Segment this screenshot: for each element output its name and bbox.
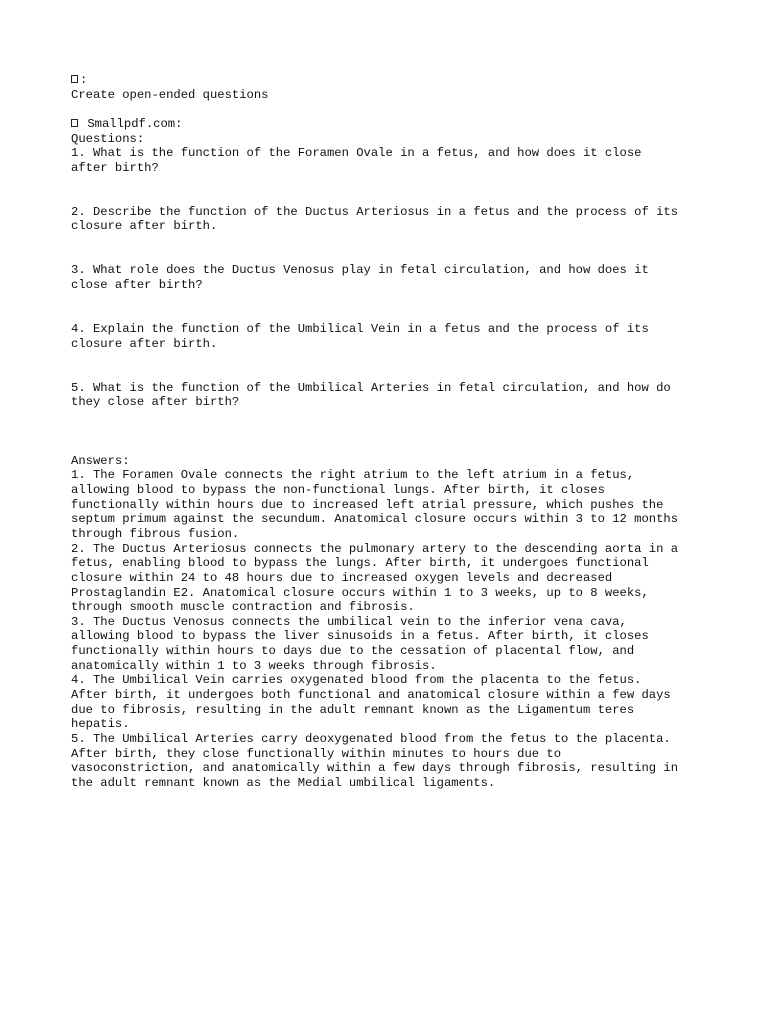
questions-heading: Questions: [71,131,145,146]
question-line: 2. Describe the function of the Ductus Arteriosus in a fetus and the process of its [71,204,679,219]
answer-line: functionally within hours due to increased left atrial pressure, which pushes the [71,497,664,512]
question-item [71,381,711,410]
answer-item [71,673,711,732]
question-line: after birth? [71,160,159,175]
answer-line: anatomically within 1 to 3 weeks through fibrosis. [71,658,437,673]
answer-line: fetus, enabling blood to bypass the lungs. After birth, it undergoes functional [71,556,649,571]
answer-line: Prostaglandin E2. Anatomical closure occurs within 1 to 3 weeks, up to 8 weeks, [71,585,649,600]
answer-line: 3. The Ductus Venosus connects the umbilical vein to the inferior vena cava, [71,614,627,629]
question-item [71,322,711,351]
answer-line: through fibrous fusion. [71,526,240,541]
answer-line: allowing blood to bypass the non-functional lungs. After birth, it closes [71,483,605,498]
box-symbol-icon [71,75,78,83]
answer-line: the adult remnant known as the Medial umbilical ligaments. [71,775,496,790]
answer-line: due to fibrosis, resulting in the adult remnant known as the Ligamentum teres [71,702,635,717]
answer-line: After birth, it undergoes both functional and anatomical closure within a few days [71,687,671,702]
question-line: closure after birth. [71,219,218,234]
answer-line: functionally within hours to days due to the cessation of placental flow, and [71,644,635,659]
question-line: 5. What is the function of the Umbilical Arteries in fetal circulation, and how do [71,380,671,395]
answers-heading: Answers: [71,453,130,468]
answer-line: through smooth muscle contraction and fibrosis. [71,600,415,615]
answer-item [71,732,711,791]
question-item [71,263,711,292]
question-item [71,146,711,175]
answer-item [71,542,711,615]
question-line: they close after birth? [71,395,240,410]
answer-line: allowing blood to bypass the liver sinusoids in a fetus. After birth, it closes [71,629,649,644]
answer-item [71,468,711,541]
answer-line: hepatis. [71,717,130,732]
question-line: 1. What is the function of the Foramen Ovale in a fetus, and how does it close [71,146,642,161]
document-body [71,73,711,790]
box-symbol-icon [71,119,78,127]
answer-line: 2. The Ductus Arteriosus connects the pulmonary artery to the descending aorta in a [71,541,679,556]
question-item [71,205,711,234]
prompt-text: Create open-ended questions [71,87,269,102]
question-line: close after birth? [71,278,203,292]
symbol-line [71,73,711,88]
source-line [71,117,711,132]
answer-line: After birth, they close functionally within minutes to hours due to [71,746,562,761]
question-line: closure after birth. [71,336,218,351]
symbol-line-suffix: : [80,73,88,87]
question-line: 3. What role does the Ductus Venosus play in fetal circulation, and how does it [71,263,649,278]
answer-line: 5. The Umbilical Arteries carry deoxygenated blood from the fetus to the placenta. [71,731,671,746]
question-line: 4. Explain the function of the Umbilical Vein in a fetus and the process of its [71,321,649,336]
answer-line: septum primum against the secundum. Anatomical closure occurs within 3 to 12 months [71,512,679,527]
answer-item [71,615,711,674]
answer-line: vasoconstriction, and anatomically within a few days through fibrosis, resulting in [71,761,679,776]
answer-line: 1. The Foramen Ovale connects the right atrium to the left atrium in a fetus, [71,468,635,483]
source-label: Smallpdf.com: [87,116,183,131]
answer-line: closure within 24 to 48 hours due to increased oxygen levels and decreased [71,570,613,585]
answer-line: 4. The Umbilical Vein carries oxygenated blood from the placenta to the fetus. [71,673,642,688]
